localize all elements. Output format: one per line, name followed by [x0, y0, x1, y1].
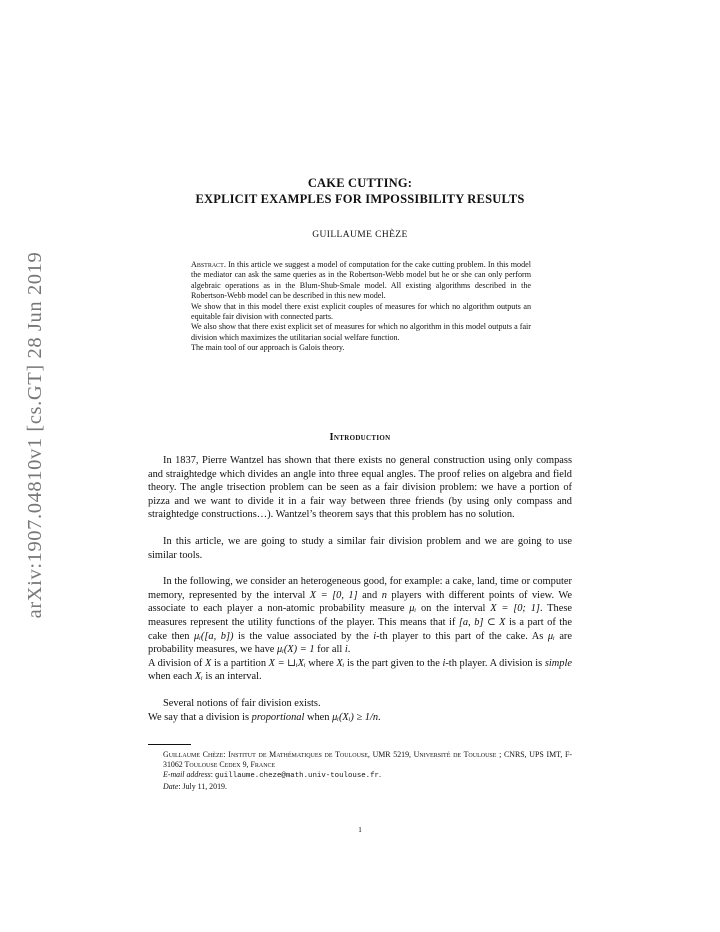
- math-inline: i: [442, 657, 446, 669]
- body-paragraph-6: We say that a division is proportional when μᵢ(Xᵢ) ≥ 1/n.: [148, 711, 381, 723]
- footnote-email: E-mail address: guillaume.cheze@math.univ-toulouse.fr.: [163, 770, 381, 781]
- footnote-block: [148, 750, 572, 792]
- abstract-paragraph-2: We show that in this model there exist explicit couples of measures for which no algorithm outputs an equitable fair division with connected parts.: [191, 301, 531, 322]
- math-inline: X = [0, 1]: [309, 589, 358, 601]
- introduction-body: [148, 454, 572, 724]
- email-address: guillaume.cheze@math.univ-toulouse.fr: [214, 772, 379, 781]
- footnote-affiliation: Guillaume Chèze: Institut de Mathématiques de Toulouse, UMR 5219, Université de Toulouse ; CNRS, UPS IMT, F-31062 Toulouse Cedex 9, France: [163, 750, 572, 770]
- math-inline: [a, b] ⊂ X: [458, 616, 506, 628]
- abstract-paragraph-1: [191, 260, 531, 302]
- footnote-rule: [148, 744, 191, 745]
- math-inline: μᵢ: [409, 603, 417, 615]
- math-inline: μᵢ(X) = 1: [276, 644, 315, 656]
- math-inline: μᵢ(Xᵢ) ≥ 1/n: [332, 711, 379, 723]
- emphasis-proportional: proportional: [251, 711, 305, 723]
- abstract-paragraph-3: We also show that there exist explicit set of measures for which no algorithm in this model outputs a fair division which maximizes the utilitarian social welfare function.: [191, 322, 531, 342]
- abstract-label: Abstract.: [191, 260, 226, 269]
- body-paragraph-1: In 1837, Pierre Wantzel has shown that there exists no general construction using only compass and straightedge which divides an angle into three equal angles. The proof relies on algebra and field theory. The angle trisection problem can be seen as a fair division problem: we have a portion of pizza and we want to divide it in a fair way between three friends (by using only compass and straightedge constructions…). Wantzel’s theorem says that this problem has no solution.: [148, 455, 572, 521]
- paper-title-line-1: CAKE CUTTING:: [307, 176, 413, 190]
- date-label: Date: [163, 781, 179, 791]
- body-paragraph-2: In this article, we are going to study a similar fair division problem and we are going to use similar tools.: [148, 535, 572, 561]
- math-inline: X: [205, 657, 212, 669]
- email-label: E-mail address: [163, 770, 211, 780]
- abstract-text-1: In this article we suggest a model of computation for the cake cutting problem. In this model the mediator can ask the same queries as in the Robertson-Webb model but he or she can only perform algebraic operations as in the Blum-Shub-Smale model. All existing algorithms described in the Robertson-Webb model can be described in this new model.: [191, 260, 531, 301]
- footnote-date: Date: July 11, 2019.: [163, 781, 227, 791]
- body-paragraph-5: Several notions of fair division exists.: [163, 697, 321, 709]
- arxiv-identifier-stamp: [20, 230, 50, 640]
- math-inline: Xᵢ: [336, 657, 345, 669]
- math-inline: μᵢ([a, b]): [194, 630, 234, 642]
- math-inline: i: [373, 630, 377, 642]
- date-value: July 11, 2019.: [182, 781, 227, 791]
- math-inline: μᵢ: [547, 630, 555, 642]
- math-inline: X = ⊔ᵢXᵢ: [268, 657, 306, 669]
- paper-title-line-2: EXPLICIT EXAMPLES FOR IMPOSSIBILITY RESULTS: [195, 192, 525, 206]
- section-heading-introduction: Introduction: [329, 432, 391, 443]
- page-number: 1: [358, 825, 362, 834]
- math-inline: i: [344, 644, 348, 656]
- arxiv-identifier-text: arXiv:1907.04810v1 [cs.GT] 28 Jun 2019: [24, 251, 46, 619]
- math-inline: n: [381, 589, 387, 601]
- body-paragraph-4: A division of X is a partition X = ⊔ᵢXᵢ where Xᵢ is the part given to the i-th player. A division is simple when each Xᵢ is an interval.: [148, 657, 572, 683]
- emphasis-simple: simple: [544, 657, 572, 669]
- math-inline: Xᵢ: [194, 671, 203, 683]
- body-paragraph-3: In the following, we consider an heterogeneous good, for example: a cake, land, time or computer memory, represented by the interval X = [0, 1] and n players with different points of view. We associate to each player a non-atomic probability measure μᵢ on the interval X = [0; 1]. These measures represent the utility functions of the player. This means that if [a, b] ⊂ X is a part of the cake then μᵢ([a, b]) is the value associated by the i-th player to this part of the cake. As μᵢ are probability measures, we have μᵢ(X) = 1 for all i.: [148, 576, 573, 656]
- abstract-paragraph-4: The main tool of our approach is Galois theory.: [191, 343, 345, 353]
- abstract-block: [191, 260, 531, 354]
- math-inline: X = [0; 1]: [490, 603, 540, 615]
- paper-author: GUILLAUME CHÈZE: [312, 230, 408, 240]
